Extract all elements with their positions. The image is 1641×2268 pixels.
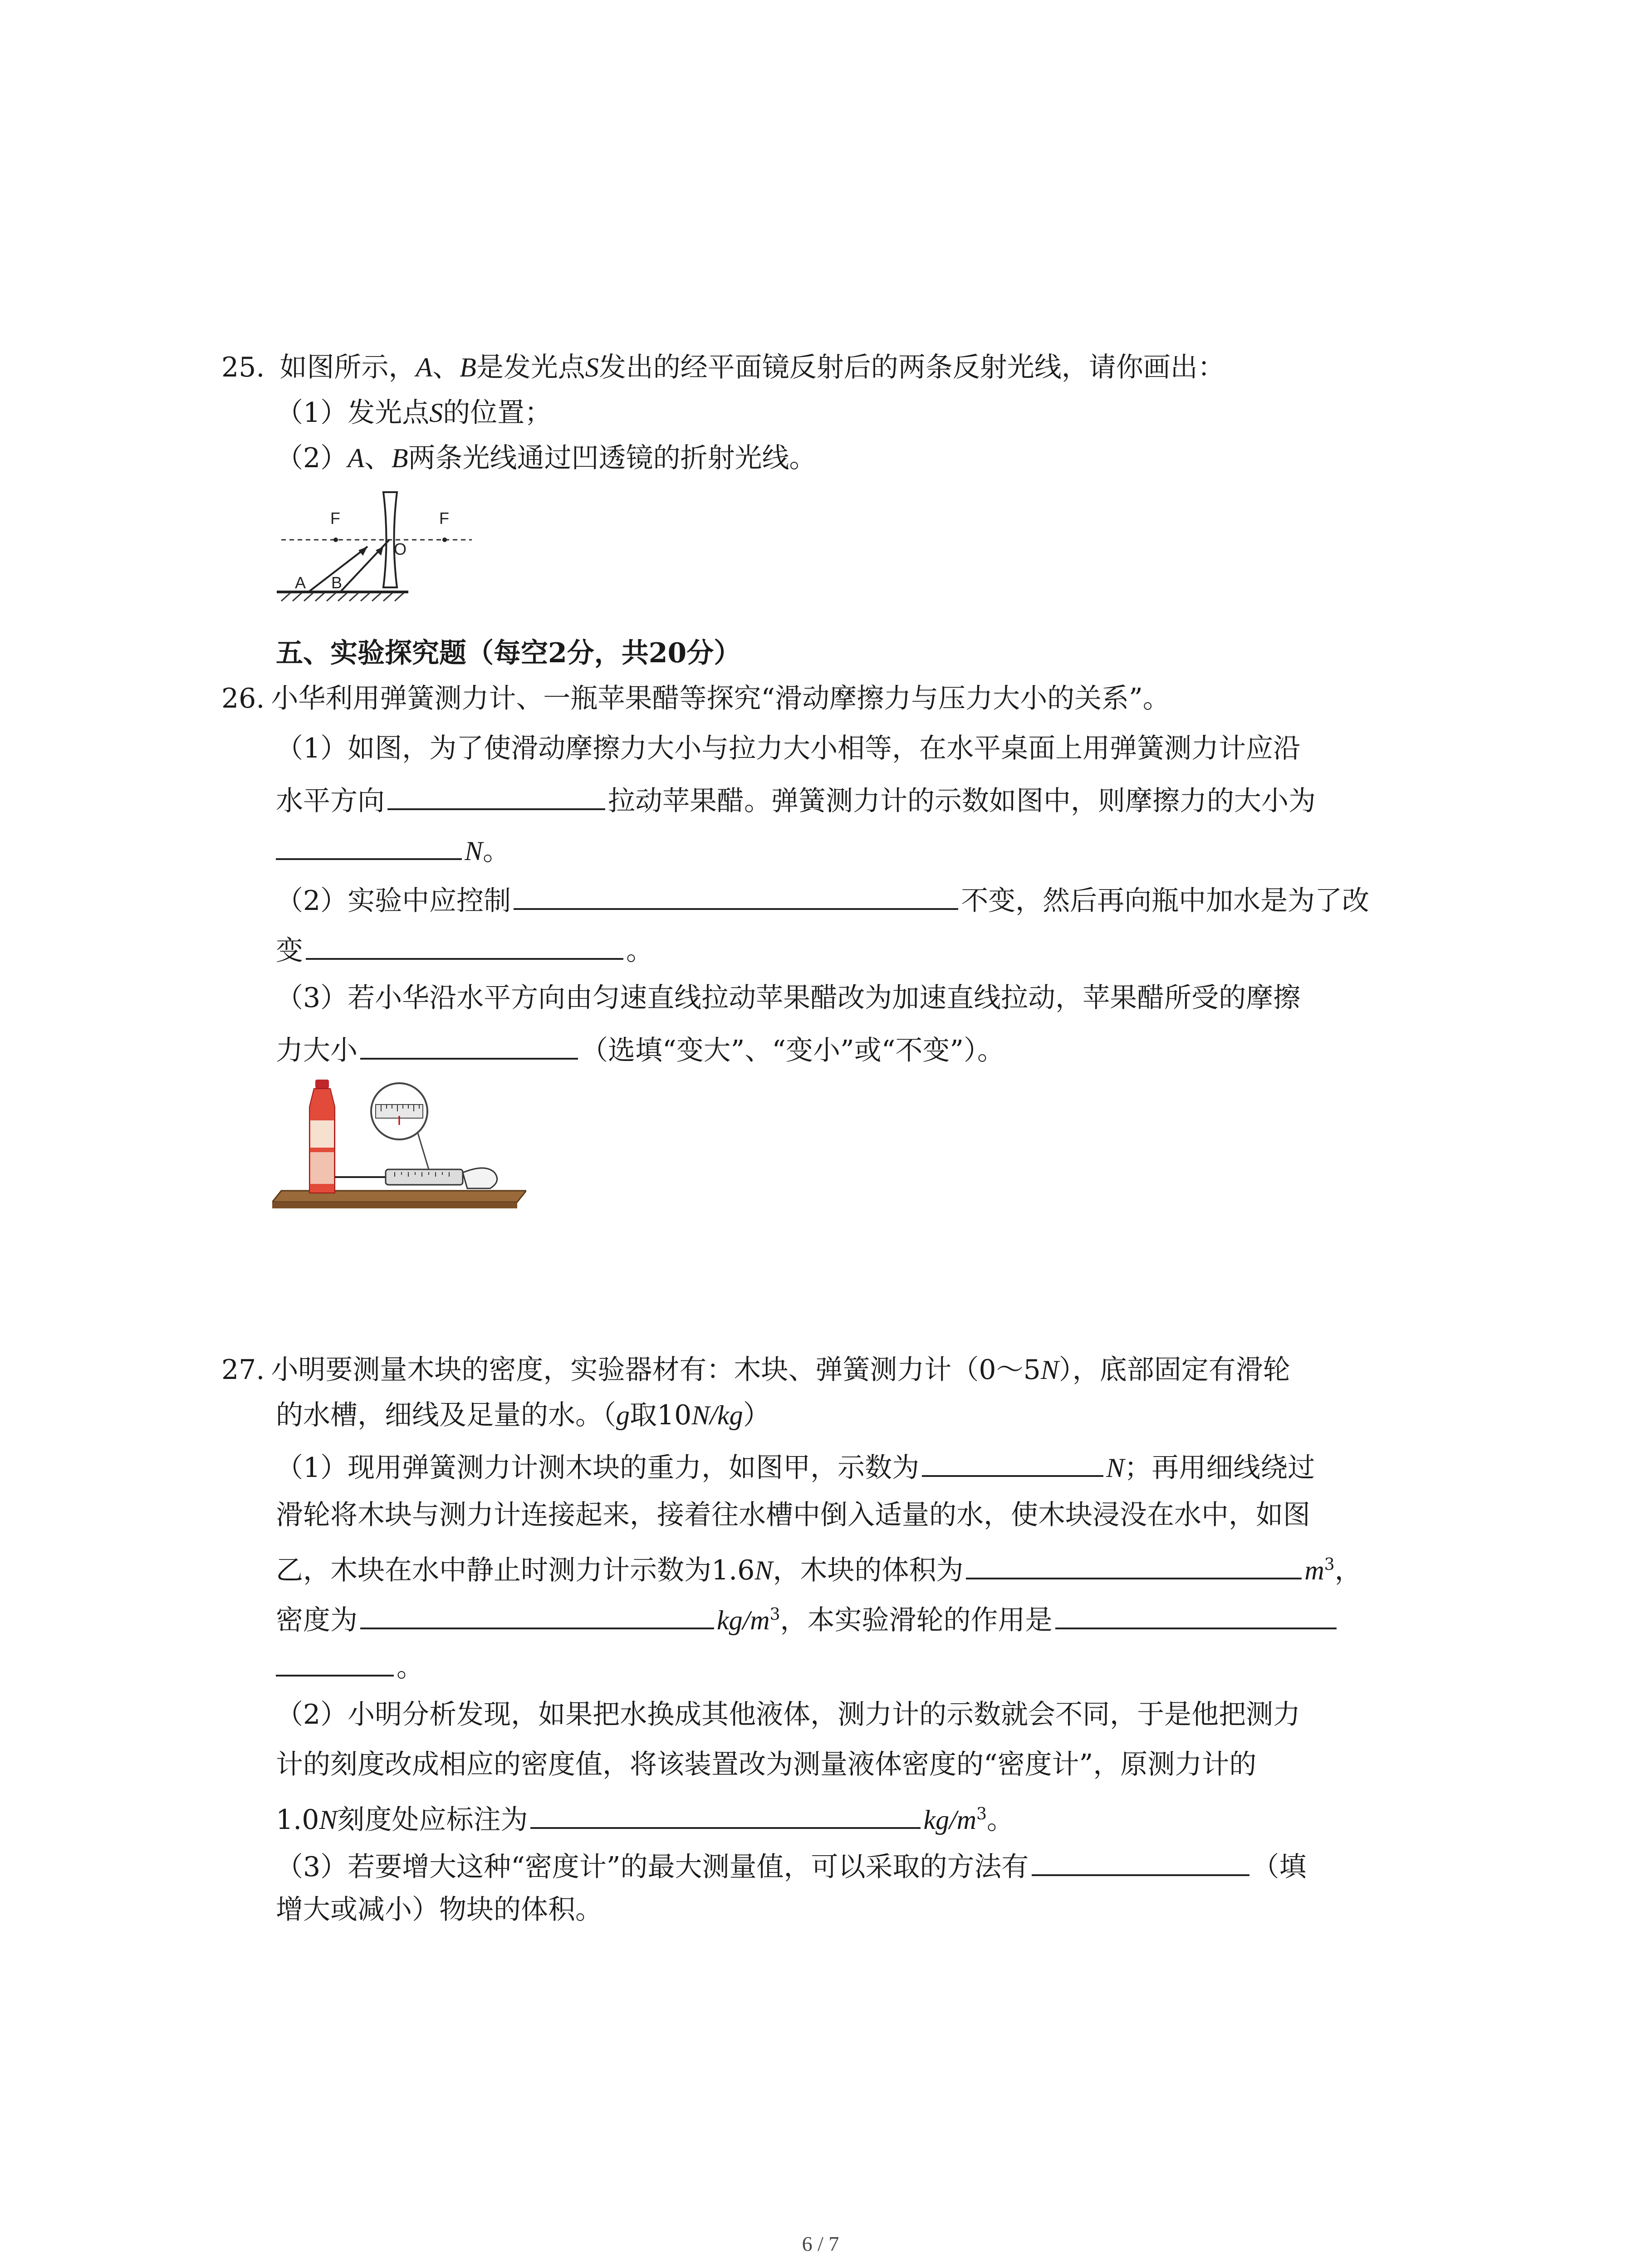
q27-blank-4-cont[interactable] — [276, 1647, 394, 1677]
q25-stem: 25. 如图所示，A、B是发光点S发出的经平面镜反射后的两条反射光线，请你画出： — [221, 352, 1225, 383]
q27-part1-line3: 乙，木块在水中静止时测力计示数为1.6N，木块的体积为 $m^3$， — [276, 1547, 1362, 1589]
label-f-left: F — [330, 509, 340, 528]
q27-part2-line2: 计的刻度改成相应的密度值，将该装置改为测量液体密度的“密度计”，原测力计的 — [276, 1749, 1257, 1780]
page-number: 6 / 7 — [802, 2232, 839, 2255]
q25-optics-figure — [272, 488, 490, 610]
label-a: A — [295, 573, 306, 592]
q26-experiment-figure — [272, 1080, 526, 1216]
q26-part1-line3: N。 — [276, 830, 510, 869]
q27-blank-2[interactable] — [966, 1549, 1302, 1579]
q27-part1-line1: （1）现用弹簧测力计测木块的重力，如图甲，示数为 N；再用细线绕过 — [276, 1447, 1315, 1486]
q27-part3-line2: 增大或减小）物块的体积。 — [276, 1894, 603, 1926]
q26-part1-line2: 水平方向 拉动苹果醋。弹簧测力计的示数如图中，则摩擦力的大小为 — [276, 780, 1316, 819]
mirror-hatching — [281, 593, 404, 601]
q26-part2-line1: （2）实验中应控制 不变，然后再向瓶中加水是为了改 — [276, 880, 1369, 919]
q26-blank-4[interactable] — [306, 930, 623, 960]
section5-title: 五、实验探究题（每空2分，共20分） — [276, 637, 741, 669]
q27-part1-line5: 。 — [276, 1647, 424, 1686]
q26-blank-3[interactable] — [514, 880, 958, 910]
label-f-right: F — [439, 509, 449, 528]
q26-blank-2[interactable] — [276, 830, 462, 860]
bottle-label-lower — [310, 1152, 334, 1184]
label-o: O — [394, 540, 407, 558]
q27-stem-line2: 的水槽，细线及足量的水。（g取10N/kg） — [276, 1399, 770, 1431]
q26-part3-line2: 力大小 （选填“变大”、“变小”或“不变”）。 — [276, 1030, 1004, 1069]
q27-stem-line1: 27. 小明要测量木块的密度，实验器材有：木块、弹簧测力计（0～5N），底部固定有滑轮 — [221, 1354, 1290, 1386]
q27-part1-line2: 滑轮将木块与测力计连接起来，接着往水槽中倒入适量的水，使木块浸没在水中，如图 — [276, 1499, 1310, 1531]
q27-blank-1[interactable] — [922, 1447, 1103, 1477]
label-b: B — [331, 573, 343, 592]
q26-blank-5[interactable] — [360, 1030, 578, 1060]
q27-blank-5[interactable] — [530, 1799, 921, 1829]
bottle-cap — [315, 1080, 329, 1089]
table-edge — [272, 1202, 517, 1208]
q25-part1: （1）发光点S的位置； — [276, 397, 552, 429]
q27-part2-line1: （2）小明分析发现，如果把水换成其他液体，测力计的示数就会不同，于是他把测力 — [276, 1699, 1301, 1730]
q27-part2-line3: 1.0N刻度处应标注为 $kg/m^3$。 — [276, 1796, 1014, 1838]
q27-part1-line4: 密度为 $kg/m^3$，本实验滑轮的作用是 — [276, 1597, 1339, 1638]
focus-left — [333, 538, 338, 542]
q26-part2-line2: 变 。 — [276, 930, 653, 969]
q25-part2: （2）A、B两条光线通过凹透镜的折射光线。 — [276, 442, 817, 474]
q26-stem: 26. 小华利用弹簧测力计、一瓶苹果醋等探究“滑动摩擦力与压力大小的关系”。 — [221, 683, 1170, 714]
spring-scale — [386, 1169, 463, 1185]
focus-right — [442, 538, 447, 542]
q26-blank-1[interactable] — [387, 780, 605, 810]
q26-part3-line1: （3）若小华沿水平方向由匀速直线拉动苹果醋改为加速直线拉动，苹果醋所受的摩擦 — [276, 982, 1301, 1014]
q26-part1-line1: （1）如图，为了使滑动摩擦力大小与拉力大小相等，在水平桌面上用弹簧测力计应沿 — [276, 733, 1301, 764]
zoom-leader — [417, 1132, 429, 1169]
ray-a-arrow — [358, 547, 367, 556]
q27-blank-4[interactable] — [1055, 1599, 1337, 1629]
q27-blank-6[interactable] — [1032, 1846, 1249, 1876]
hand — [463, 1168, 497, 1188]
q27-blank-3[interactable] — [360, 1599, 714, 1629]
bottle-label — [310, 1120, 334, 1148]
q27-part3-line1: （3）若要增大这种“密度计”的最大测量值，可以采取的方法有 （填 — [276, 1846, 1307, 1885]
